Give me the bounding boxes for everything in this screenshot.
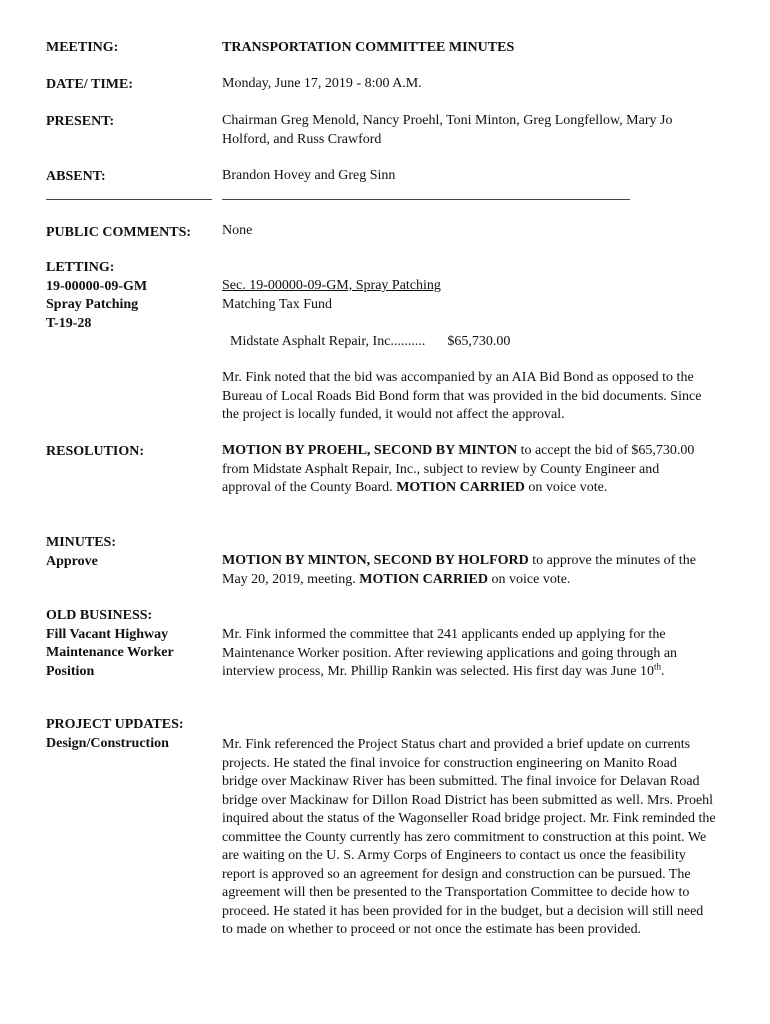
minutes-tail: on voice vote. bbox=[488, 571, 571, 587]
old-business-body: Mr. Fink informed the committee that 241 applicants ended up applying for the Maintenance Worker position. After reviewing applications and going through an interview process, Mr. Phillip Rankin was selected. His first day was June 10 bbox=[222, 627, 678, 679]
old-business-end: . bbox=[661, 664, 665, 679]
minutes-sub: Approve bbox=[46, 553, 98, 569]
resolution-text bbox=[222, 442, 710, 498]
minutes-text bbox=[222, 552, 718, 589]
resolution-tail: on voice vote. bbox=[524, 480, 608, 495]
resolution-label: RESOLUTION: bbox=[46, 444, 145, 459]
old-business-sub-3: Position bbox=[46, 663, 95, 679]
meeting-label: MEETING: bbox=[46, 40, 119, 55]
letting-note: Mr. Fink noted that the bid was accompanied by an AIA Bid Bond as opposed to the Bureau of Local Roads Bid Bond form that was provided in the bid documents. Since the project is locally funded, it would not affect the approval. bbox=[222, 370, 702, 422]
present-line-2: Holford, and Russ Crawford bbox=[222, 131, 382, 147]
minutes-label-block bbox=[46, 534, 216, 571]
letting-fund: Matching Tax Fund bbox=[222, 296, 332, 312]
project-updates-text: Mr. Fink referenced the Project Status chart and provided a brief update on currents projects. He stated the final invoice for construction engineering on Manito Road bridge over Mackinaw River has been submitted. The final invoice for Delavan Road bridge over Mackinaw for Dillon Road District has been submitted as well. Mrs. Proehl inquired about the status of the Wagonseller Road bridge project. Mr. Fink reminded the committee the County currently has zero commitment to construction at this point. We are waiting on the U. S. Army Corps of Engineers to contact us once the feasibility report is approved so an agreement for design and construction can be pursued. The agreement will then be presented to the Transportation Committee to decide how to proceed. He stated it has been provided for in the budget, but a decision will still need to made on whether to proceed or not once the estimate has been provided. bbox=[222, 737, 716, 937]
old-business-label-block bbox=[46, 607, 216, 681]
public-comments-value: None bbox=[222, 223, 253, 238]
bid-amount: $65,730.00 bbox=[447, 334, 511, 349]
old-business-text bbox=[222, 626, 708, 682]
minutes-label: MINUTES: bbox=[46, 535, 117, 550]
old-business-sup: th bbox=[653, 661, 661, 672]
resolution-motion: MOTION BY PROEHL, SECOND BY MINTON bbox=[222, 443, 518, 458]
letting-title: Sec. 19-00000-09-GM, Spray Patching bbox=[222, 278, 441, 293]
present-label: PRESENT: bbox=[46, 114, 115, 129]
date-value: Monday, June 17, 2019 - 8:00 A.M. bbox=[222, 76, 422, 91]
letting-code: T-19-28 bbox=[46, 315, 92, 331]
old-business-label: OLD BUSINESS: bbox=[46, 608, 153, 623]
meeting-title: TRANSPORTATION COMMITTEE MINUTES bbox=[222, 40, 515, 55]
letting-name: Spray Patching bbox=[46, 297, 139, 312]
divider-right bbox=[222, 199, 630, 200]
public-comments-label: PUBLIC COMMENTS: bbox=[46, 225, 192, 240]
project-updates-label: PROJECT UPDATES: bbox=[46, 717, 184, 732]
letting-label: LETTING: bbox=[46, 260, 115, 275]
project-updates-label-block bbox=[46, 716, 216, 753]
old-business-sub-1: Fill Vacant Highway bbox=[46, 626, 169, 642]
letting-label-block bbox=[46, 259, 216, 333]
minutes-carried: MOTION CARRIED bbox=[359, 571, 488, 587]
bidder-name: Midstate Asphalt Repair, Inc.......... bbox=[230, 334, 426, 349]
letting-number: 19-00000-09-GM bbox=[46, 278, 148, 294]
divider-left bbox=[46, 199, 212, 200]
present-value bbox=[222, 112, 718, 149]
date-label: DATE/ TIME: bbox=[46, 77, 133, 92]
resolution-carried: MOTION CARRIED bbox=[396, 480, 525, 495]
absent-label: ABSENT: bbox=[46, 169, 106, 184]
bid-line bbox=[222, 333, 726, 352]
project-updates-sub: Design/Construction bbox=[46, 735, 169, 751]
old-business-sub-2: Maintenance Worker bbox=[46, 645, 174, 660]
absent-value: Brandon Hovey and Greg Sinn bbox=[222, 168, 396, 183]
minutes-body: to approve the minutes of the May 20, 2019, meeting. bbox=[222, 553, 696, 587]
resolution-body: to accept the bid of $65,730.00 from Midstate Asphalt Repair, Inc., subject to review by County Engineer and approval of the County Board. bbox=[222, 443, 695, 495]
present-line-1: Chairman Greg Menold, Nancy Proehl, Toni Minton, Greg Longfellow, Mary Jo bbox=[222, 113, 673, 128]
letting-info bbox=[222, 277, 718, 314]
minutes-motion: MOTION BY MINTON, SECOND BY HOLFORD bbox=[222, 553, 529, 568]
